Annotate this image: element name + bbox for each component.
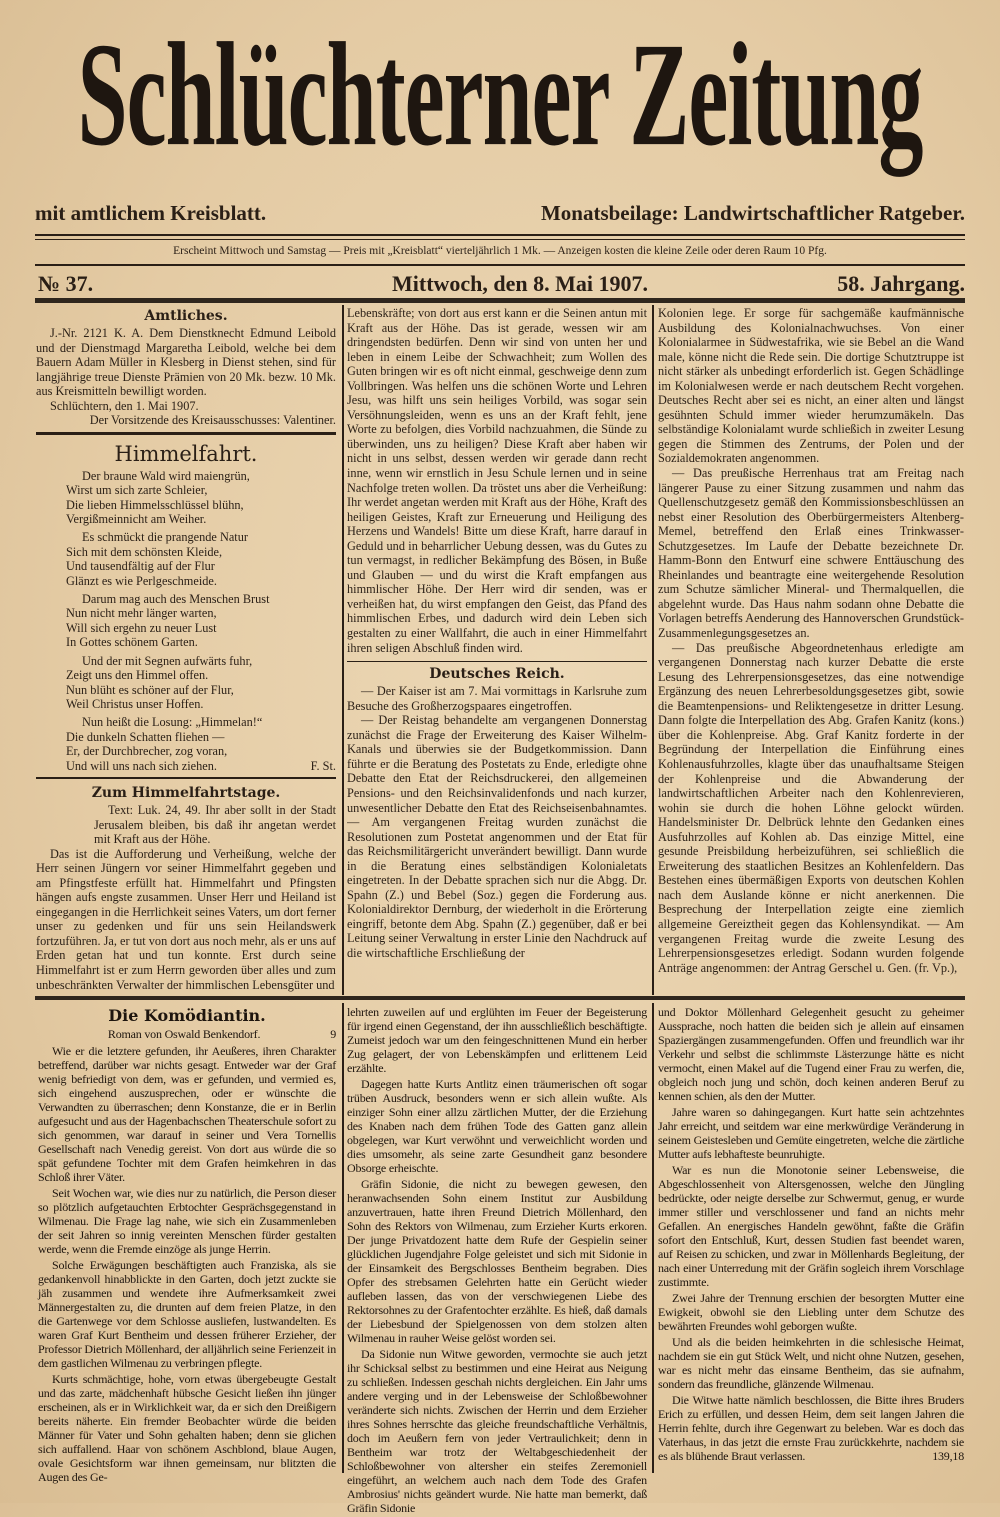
serial-column-right: [658, 1005, 964, 1465]
news-item: — Der Kaiser ist am 7. Mai vormittags in Karlsruhe zum Besuche des Großherzogspaares eingetroffen.: [347, 684, 647, 713]
poem-line: Die dunkeln Schatten fliehen —: [66, 729, 225, 744]
poem-line: Der braune Wald wird maiengrün,: [82, 468, 250, 483]
column-middle-top: [347, 306, 647, 996]
column-left-top: [36, 306, 336, 996]
poem-line: In Gottes schönem Garten.: [66, 635, 198, 650]
divider: [35, 264, 965, 266]
news-item: — Das preußische Abgeordnetenhaus erledigte am vergangenen Donnerstag nach kurzer Debatte die erste Lesung des Lehrerpensionsgesetzes, das eine notwendige Ergänzung des neuen Lehrerbesoldungsgesetzes gibt, sowie die Beamtenpensions- und Reliktengesetze in dritter Lesung. Dann folgte die Interpellation des Abg. Grafen Kanitz (kons.) über die Kohlenpreise. Abg. Graf Kanitz forderte in der Begründung der Interpellation die Einführung eines Kohlenausfuhrzolles, klagte über das unaufhaltsame Steigen der Kohlenpreise und die Abwanderung der landwirtschaftlichen Arbeiter nach den Kohlenrevieren, wohin sie durch die hohen Löhne gelockt würden. Handelsminister Dr. Delbrück lehnte den Gedanken eines Ausfuhrzolles auf Kohlen ab. Das einzige Mittel, eine gesunde Preisbildung herbeizuführen, sei schließlich die Erweiterung des staatlichen Besitzes an Kohlenfeldern. Das Bestehen eines übermäßigen Exports von deutschen Kohlen nach dem Auslande könne er nicht anerkennen. Die Besprechung der Interpellation zeigte eine ziemlich allgemeine Gereiztheit gegen das Kohlensyndikat. — Am vergangenen Freitag wurde die zweite Lesung des Lehrerpensionsgesetzes erledigt. Sodann wurden folgende Anträge angenommen: der Antrag Gerschel u. Gen. (fr. Vp.),: [658, 640, 964, 975]
column-divider: [652, 1003, 654, 1473]
serial-column-middle: [347, 1005, 647, 1517]
poem-stanza: [66, 654, 336, 712]
serial-paragraph: War es nun die Monotonie seiner Lebensweise, die Abgeschlossenheit von Altersgenossen, welche den Jüngling bedrückte, oder neigte derselbe zur Schwermut, genug, er wurde immer stiller und verschlossener und fand an nichts mehr Gefallen. An energisches Handeln gewöhnt, faßte die Gräfin sofort den Entschluß, Kurt, dessen Studien fast beendet waren, auf Reisen zu schicken, und zwar in Möllenhards Begleitung, der nach einer Unterredung mit der Gräfin sogleich ihrem Vorschlage zustimmte.: [658, 1163, 964, 1289]
serial-paragraph: Wie er die letztere gefunden, ihr Aeußeres, ihren Charakter betreffend, darüber war nichts gesagt. Entweder war der Graf wenig befriedigt von dem, was er gefunden, und vermied es, sich eingehend auszusprechen, oder er wünschte die Verwandten zu überraschen; denn Konstanze, die er in Berlin aufgesucht und aus der Hagenbachschen Theaterschule sofort zu sich genommen, war darauf in seiner und Vera Tornellis Gesellschaft nach Venedig gereist. Von dort aus würde die so spät gefundene Tochter mit dem Grafen heimkehren in das Schloß ihrer Väter.: [38, 1044, 336, 1184]
news-item-continued: Kolonien lege. Er sorge für sachgemäße kaufmännische Ausbildung des Kolonialnachwuchses. Von einer Kolonialarmee in Südwestafrika, wie sie Bebel an die Wand male, könne nicht die Rede sein. Die dortige Schutztruppe ist nicht stärker als unbedingt erforderlich ist. Gegen Schädlinge im Kolonialwesen werde er nach deutschem Recht vorgehen. Deutsches Recht aber sei es nicht, an einer alten und längst gesühnten Schuld immer wieder herumzumäkeln. Das selbständige Kolonialamt wurde schließich in zweiter Lesung gegen die Stimmen des Zentrums, der Polen und der Sozialdemokraten angenommen.: [658, 306, 964, 466]
sermon-epigraph: Text: Luk. 24, 49. Ihr aber sollt in der Stadt Jerusalem bleiben, bis daß ihr angetan werdet mit Kraft aus der Höhe.: [94, 802, 336, 847]
poem-stanza: [66, 592, 336, 650]
poem-line: Und will uns nach sich ziehen.: [66, 758, 217, 773]
serial-paragraph: Seit Wochen war, wie dies nur zu natürlich, die Person dieser so plötzlich aufgetauchten Erbtochter Gesprächsgegenstand in Wilmenau. Die Frage lag nahe, wie sich ein Zusammenleben der seit Jahren so innig vereinten Menschen fürder gestalten werde, wenn die Fremde einzöge als junge Herrin.: [38, 1186, 336, 1256]
poem-line: Und tausendfältig auf der Flur: [66, 559, 215, 574]
serial-paragraph: Jahre waren so dahingegangen. Kurt hatte sein achtzehntes Jahr erreicht, und seitdem war eine merkwürdige Veränderung in seinem Geistesleben und Gemüte eingetreten, welche die zärtliche Mutter aufs lebhafteste beunruhigte.: [658, 1105, 964, 1161]
poem-line: Vergißmeinnicht am Weiher.: [66, 512, 207, 527]
publication-info: Erscheint Mittwoch und Samstag — Preis mit „Kreisblatt“ vierteljährlich 1 Mk. — Anzeigen kosten die kleine Zeile oder deren Raum 10 Pfg.: [173, 245, 827, 257]
poem-line: Sich mit dem schönsten Kleide,: [66, 544, 223, 559]
divider: [35, 996, 965, 1000]
section-heading-amtliches: Amtliches.: [144, 308, 228, 324]
serial-installment: 9: [330, 1027, 336, 1041]
serial-paragraph: Zwei Jahre der Trennung erschien der besorgten Mutter eine Ewigkeit, obwohl sie den Liebling unter dem Schutze des bewährten Freundes wohl geborgen wußte.: [658, 1291, 964, 1333]
column-divider: [342, 305, 344, 995]
poem-line: Will sich ergehn zu neuer Lust: [66, 620, 217, 635]
column-right-top: [658, 306, 964, 996]
divider: [35, 234, 965, 236]
sermon-title: Zum Himmelfahrtstage.: [91, 784, 281, 801]
poem: [66, 469, 336, 773]
poem-line: Darum mag auch des Menschen Brust: [82, 592, 270, 607]
poem-line: Es schmückt die prangende Natur: [82, 530, 248, 545]
poem-stanza: [66, 715, 336, 773]
divider: [35, 239, 965, 240]
poem-stanza: [66, 530, 336, 588]
volume: 58. Jahrgang.: [837, 271, 965, 296]
serial-title: Die Komödiantin.: [108, 1006, 266, 1025]
issue-number: № 37.: [38, 271, 94, 296]
poem-line: Glänzt es wie Perlgeschmeide.: [66, 573, 217, 588]
poem-line: Er, der Durchbrecher, zog voran,: [66, 744, 228, 759]
serial-paragraph-text: Die Witwe hatte nämlich beschlossen, die Bitte ihres Bruders Erich zu erfüllen, und dessen Heim, dem seit langen Jahren die Herrin fehlte, durch ihre Gegenwart zu beleben. War es doch das Vaterhaus, in das jetzt die ernste Frau zurückkehrte, nachdem sie es als blühende Braut verlassen.: [658, 1393, 964, 1463]
news-item: — Das preußische Herrenhaus trat am Freitag nach längerer Pause zu einer Sitzung zusammen und nahm das Quellenschutzgesetz gemäß den Kommissionsbeschlüssen an nebst einer Resolution des Oberbürgermeisters Altenberg-Memel, betreffend den Erlaß eines Trinkwasser-Schutzgesetzes. Im Laufe der Debatte bezeichnete Dr. Hamm-Bonn den Entwurf eine schwere Enttäuschung des Rheinlandes und beantragte eine weitergehende Resolution zum Schutze sämlicher Mineral- und Thermalquellen, die abgelehnt wurde. Das Haus nahm sodann ohne Debatte die Vorlagen betreffs Aenderung des Hannoverschen Grundstück-Zusammenlegungsgesetzes an.: [658, 466, 964, 641]
poem-line: Nun heißt die Losung: „Himmelan!“: [82, 715, 263, 730]
serial-footer-code: 139,18: [932, 1449, 964, 1463]
newspaper-name: Schlüchterner Zeitung: [77, 13, 923, 178]
sermon-paragraph-continued: Lebenskräfte; von dort aus erst kann er die Seinen antun mit Kraft aus der Höhe. Das ist gerade, wessen wir am dringendsten bedürfen. Denn wir sind von unten her und leben in einem Leibe der Schwachheit; zum Wollen des Guten bringen wir es oft nicht einmal, geschweige denn zum Vollbringen. Was helfen uns die schönen Worte und Lehren Jesu, was hilft uns sein heiliges Vorbild, was sogar sein Versöhnungsleiden, wenn es uns an der Kraft fehlt, jene Worte zu befolgen, dies Vorbild nachzuahmen, die Sünde zu überwinden, uns zu heiligen? Diese Kraft aber haben wir nicht in uns selbst, dessen werden wir gerade dann recht inne, wenn wir ernstlich in Jesu Schule lernen und in seine Nachfolge treten wollen. Da tröstet uns aber die Verheißung: Ihr werdet angetan werden mit Kraft aus der Höhe, Kraft des heiligen Geistes, Kraft zur Erneuerung und Heiligung des Herzens und Wandels! Bitte um diese Kraft, harre darauf in Geduld und in beharrlicher Uebung dessen, was du Gutes zu tun vermagst, in redlicher Bekämpfung des Bösen, in Buße und Glauben — und du wirst die Kraft empfangen aus himmlischer Höhe. Der Herr wird dir senden, was er verheißen hat, du wirst empfangen den Geist, das Pfand des himmlischen Erbes, und dadurch wird dein Leben sich gestalten zu einer Wallfahrt, die auch in einer Himmelfahrt ihren seligen Abschluß finden wird.: [347, 306, 647, 655]
poem-title: Himmelfahrt.: [114, 441, 258, 466]
divider: [347, 661, 647, 662]
sermon-paragraph: Das ist die Aufforderung und Verheißung, welche der Herr seinen Jüngern vor seiner Himmelfahrt gegeben und am Pfingstfeste erfüllt hat. Himmelfahrt und Pfingsten hängen aufs engste zusammen. Unser Herr und Heiland ist eingegangen in die Herrlichkeit seines Vaters, um dort ferner unser zu gedenken und für uns sein Heilandswerk fortzuführen. Ja, er tut von dort aus noch mehr, als er uns auf Erden getan hat und tun konnte. Erst durch seine Himmelfahrt ist er zum Herrn geworden über alles und zum unbeschränkten Verwalter der himmlischen Lebensgüter und: [36, 846, 336, 992]
serial-paragraph: Und als die beiden heimkehrten in die schlesische Heimat, nachdem sie ein gut Stück Welt, und nicht ohne Nutzen, gesehen, war es nicht mehr das einsame Bentheim, das sie aufnahm, sondern das freundliche, glänzende Wilmenau.: [658, 1335, 964, 1391]
poem-line: Wirst um sich zarte Schleier,: [66, 483, 208, 498]
notice-signature: Der Vorsitzende des Kreisausschusses: Valentiner.: [89, 413, 336, 428]
poem-line: Nun blüht es schöner auf der Flur,: [66, 682, 234, 697]
column-divider: [652, 305, 654, 995]
issue-date: Mittwoch, den 8. Mai 1907.: [392, 271, 649, 296]
serial-paragraph: Da Sidonie nun Witwe geworden, vermochte sie auch jetzt ihr Schicksal selbst zu bestimmen und eine Heirat aus Neigung zu schließen. Indessen geschah nichts dergleichen. Ein Jahr ums andere verging und in der Lebensweise der Schloßbewohner veränderte sich nichts. Zwischen der Herrin und dem Erzieher ihres Sohnes herrschte das gleiche freundschaftliche Verhältnis, doch im Aeußern fern von jeder Vertraulichkeit; denn in Bentheim war trotz der Weltabgeschiedenheit der Schloßbewohner von altersher ein steifes Zeremoniell eingeführt, an welchem auch nach dem Tode des Grafen Ambrosius' nichts geändert wurde. Nie hatte man bemerkt, daß Gräfin Sidonie: [347, 1347, 647, 1515]
poem-line: Die lieben Himmelsschlüssel blühn,: [66, 497, 244, 512]
news-item: — Der Reistag behandelte am vergangenen Donnerstag zunächst die Frage der Erweiterung des Kaiser Wilhelm-Kanals und überwies sie der Budgetkommission. Dann führte er die Beratung des Postetats zu Ende, erledigte ohne Debatte den Etat der Reichsdruckerei, den allgemeinen Pensions- und den Reichsinvalidenfonds und nach kurzer, unwesentlicher Debatte den Etat des Reichseisenbahnamtes. — Am vergangenen Freitag wurden zunächst die Resolutionen zum Postetat angenommen und der Etat für das Reichsmilitärgericht unverändert bewilligt. Dann wurde in die Beratung eines selbständigen Kolonialetats eingetreten. In der Debatte sprachen sich nur die Abgg. Dr. Spahn (Z.) und Bebel (Soz.) gegen die Forderung aus. Kolonialdirektor Dernburg, der wiederholt in die Erörterung eingriff, betonte dem Abg. Spahn (Z.) gegenüber, daß er bei Leitung seiner Verwaltung in erster Linie den Nachdruck auf die wirtschaftliche Erschließung der: [347, 713, 647, 960]
divider: [36, 777, 336, 779]
divider: [35, 298, 965, 303]
serial-paragraph: Gräfin Sidonie, die nicht zu bewegen gewesen, den heranwachsenden Sohn einem Institut zur Ausbildung anzuvertrauen, hatte ihren Freund Dietrich Möllenhard, den Sohn des Rektors von Wilmenau, zum Erzieher Kurts erkoren. Der junge Privatdozent hatte dem Rufe der Gespielin seiner glücklichen Jugendjahre Folge geleistet und sich mit Sidonie in der Einsamkeit des Bergschlosses Bentheim begraben. Dies Opfer des strebsamen Gelehrten hatte ein Gerücht wieder aufleben lassen, das von der verschwiegenen Liebe des Rektorsohnes zu der Grafentochter erzählte. Es hieß, daß damals der Liebesbund der Spielgenossen von dem stolzen alten Wilmenau in rauher Weise gelöst worden sei.: [347, 1177, 647, 1345]
serial-paragraph: und Doktor Möllenhard Gelegenheit gesucht zu geheimer Aussprache, noch hatten die beiden sich je allein auf einsamen Spaziergängen zusammengefunden. Offen und freundlich war ihr Verkehr und selbst die schlimmste Lästerzunge hätte es nicht vermocht, einen Makel auf die Tugend einer Frau zu werfen, die, obgleich noch jung und schön, doch keinen anderen Beruf zu kennen schien, als den der Mutter.: [658, 1005, 964, 1103]
masthead-title: [20, 13, 980, 192]
column-divider: [342, 1003, 344, 1473]
poem-line: Zeigt uns den Himmel offen.: [66, 668, 209, 683]
serial-paragraph: lehrten zuweilen auf und erglühten im Feuer der Begeisterung für irgend einen Gegenstand, der ihn ausschließlich beschäftigte. Zumeist jedoch war um den feingeschnittenen Mund ein herber Zug gelagert, der von Lebenskämpfen und erlittenem Leid erzählte.: [347, 1005, 647, 1075]
serial-paragraph: Kurts schmächtige, hohe, vorn etwas übergebeugte Gestalt und das zarte, mädchenhaft hübsche Gesicht ließen ihn jünger erscheinen, als er in Wirklichkeit war, da er sich den Dreißigern bereits näherte. Ein fremder Beobachter würde die beiden Männer für Vater und Sohn gehalten haben; denn sie glichen sich auffallend. Haar von schönem Aschblond, blaue Augen, ovale Gesichtsform war ihnen gemeinsam, nur blitzten die Augen des Ge-: [38, 1372, 336, 1484]
section-heading-deutsches-reich: Deutsches Reich.: [429, 666, 565, 683]
serial-paragraph: Dagegen hatte Kurts Antlitz einen träumerischen oft sogar trüben Ausdruck, besonders wenn er sich allein wußte. Als einziger Sohn einer allzu zärtlichen Mutter, der die Erziehung des Knaben nach dem frühen Tode des Gatten ganz allein obgelegen, war Kurt verwöhnt und verweichlicht worden und dies umsomehr, als seine zarte Gesundheit ganz besondere Obsorge erheischte.: [347, 1077, 647, 1175]
serial-paragraph: Solche Erwägungen beschäftigten auch Franziska, als sie gedankenvoll hinabblickte in den Garten, doch jetzt zuckte sie jäh zusammen und wendete ihre Aufmerksamkeit zwei Männergestalten zu, die drunten auf dem freien Platze, in den die Gartenwege vor dem Schlosse ausliefen, lustwandelten. Es waren Graf Kurt Bentheim und dessen früherer Erzieher, der Professor Dietrich Möllenhard, der alljährlich seine Ferienzeit in dem gastlichen Wilmenau zu verbringen pflegte.: [38, 1258, 336, 1370]
serial-column-left: [38, 1005, 336, 1486]
serial-byline: Roman von Oswald Benkendorf.: [107, 1027, 261, 1041]
poem-line: Nun nicht mehr länger warten,: [66, 606, 217, 621]
divider: [36, 432, 336, 435]
masthead-subtitle-right: Monatsbeilage: Landwirtschaftlicher Ratgeber.: [540, 201, 965, 225]
official-notice: J.-Nr. 2121 K. A. Dem Dienstknecht Edmund Leibold und der Dienstmagd Margaretha Leibold, welche bei dem Bauern Adam Müller in Klesberg in Dienst stehen, sind für langjährige treue Dienste Prämien von 20 Mk. bezw. 10 Mk. aus Kreismitteln bewilligt worden.: [36, 326, 336, 399]
poem-author: F. St.: [310, 758, 336, 773]
poem-line: Weil Christus unser Hoffen.: [66, 696, 204, 711]
notice-place-date: Schlüchtern, den 1. Mai 1907.: [50, 398, 199, 413]
poem-stanza: [66, 469, 336, 527]
poem-line: Und der mit Segnen aufwärts fuhr,: [82, 653, 253, 668]
masthead-subtitle-left: mit amtlichem Kreisblatt.: [35, 201, 267, 225]
serial-paragraph-last: [658, 1393, 964, 1463]
